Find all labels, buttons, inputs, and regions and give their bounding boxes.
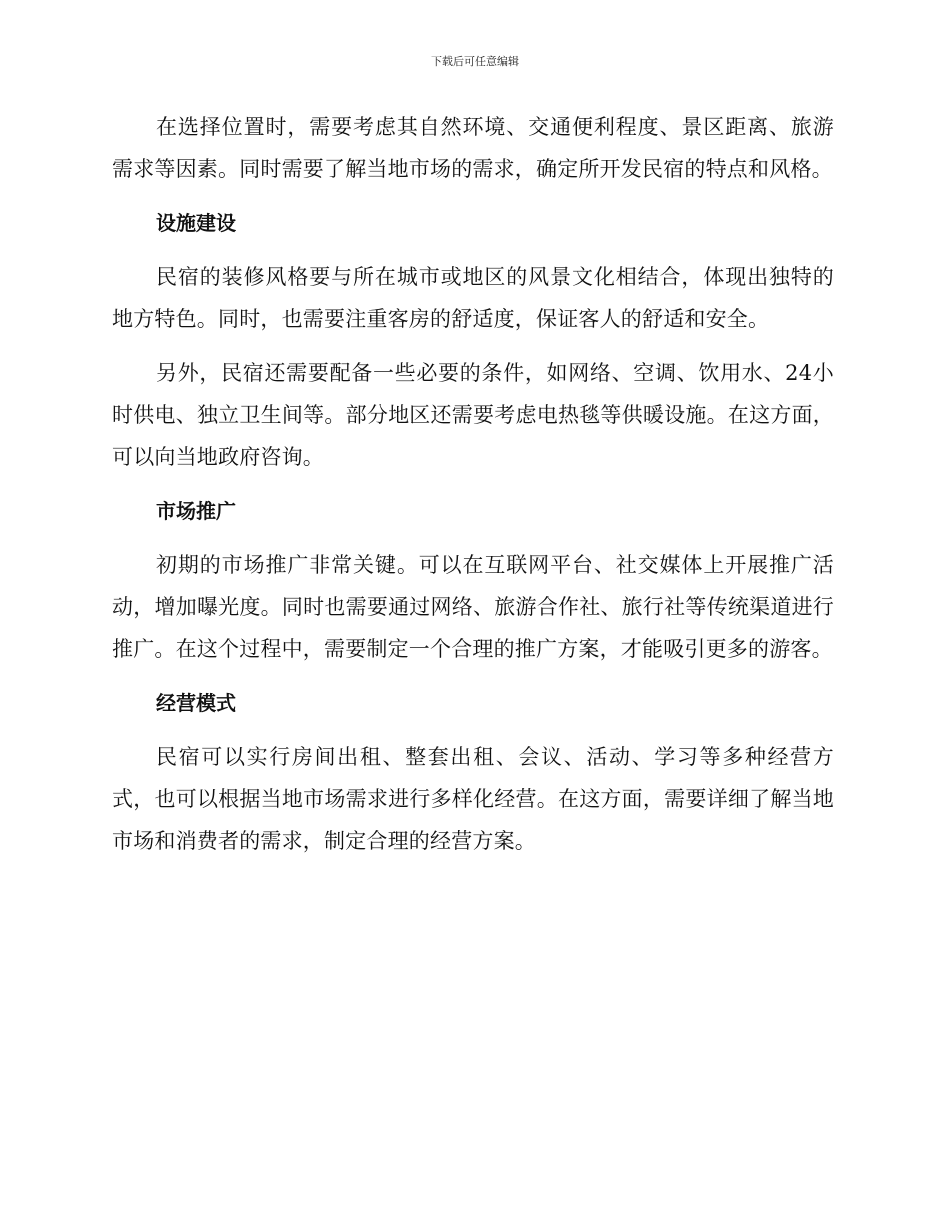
paragraph-amenities: 另外，民宿还需要配备一些必要的条件，如网络、空调、饮用水、24小时供电、独立卫生间等。部分地区还需要考虑电热毯等供暖设施。在这方面，可以向当地政府咨询。 (112, 361, 834, 469)
section-heading-marketing: 市场推广 (156, 499, 236, 523)
running-header: 下载后可任意编辑 (431, 55, 519, 68)
document-body (112, 106, 834, 874)
paragraph-decoration: 民宿的装修风格要与所在城市或地区的风景文化相结合，体现出独特的地方特色。同时，也需要注重客房的舒适度，保证客人的舒适和安全。 (112, 265, 834, 331)
paragraph-location: 在选择位置时，需要考虑其自然环境、交通便利程度、景区距离、旅游需求等因素。同时需要了解当地市场的需求，确定所开发民宿的特点和风格。 (112, 115, 834, 181)
section-heading-business-model: 经营模式 (156, 691, 236, 715)
paragraph-business-model: 民宿可以实行房间出租、整套出租、会议、活动、学习等多种经营方式，也可以根据当地市场需求进行多样化经营。在这方面，需要详细了解当地市场和消费者的需求，制定合理的经营方案。 (112, 745, 834, 853)
section-heading-facilities: 设施建设 (156, 211, 236, 235)
paragraph-marketing: 初期的市场推广非常关键。可以在互联网平台、社交媒体上开展推广活动，增加曝光度。同时也需要通过网络、旅游合作社、旅行社等传统渠道进行推广。在这个过程中，需要制定一个合理的推广方案，才能吸引更多的游客。 (112, 553, 834, 661)
